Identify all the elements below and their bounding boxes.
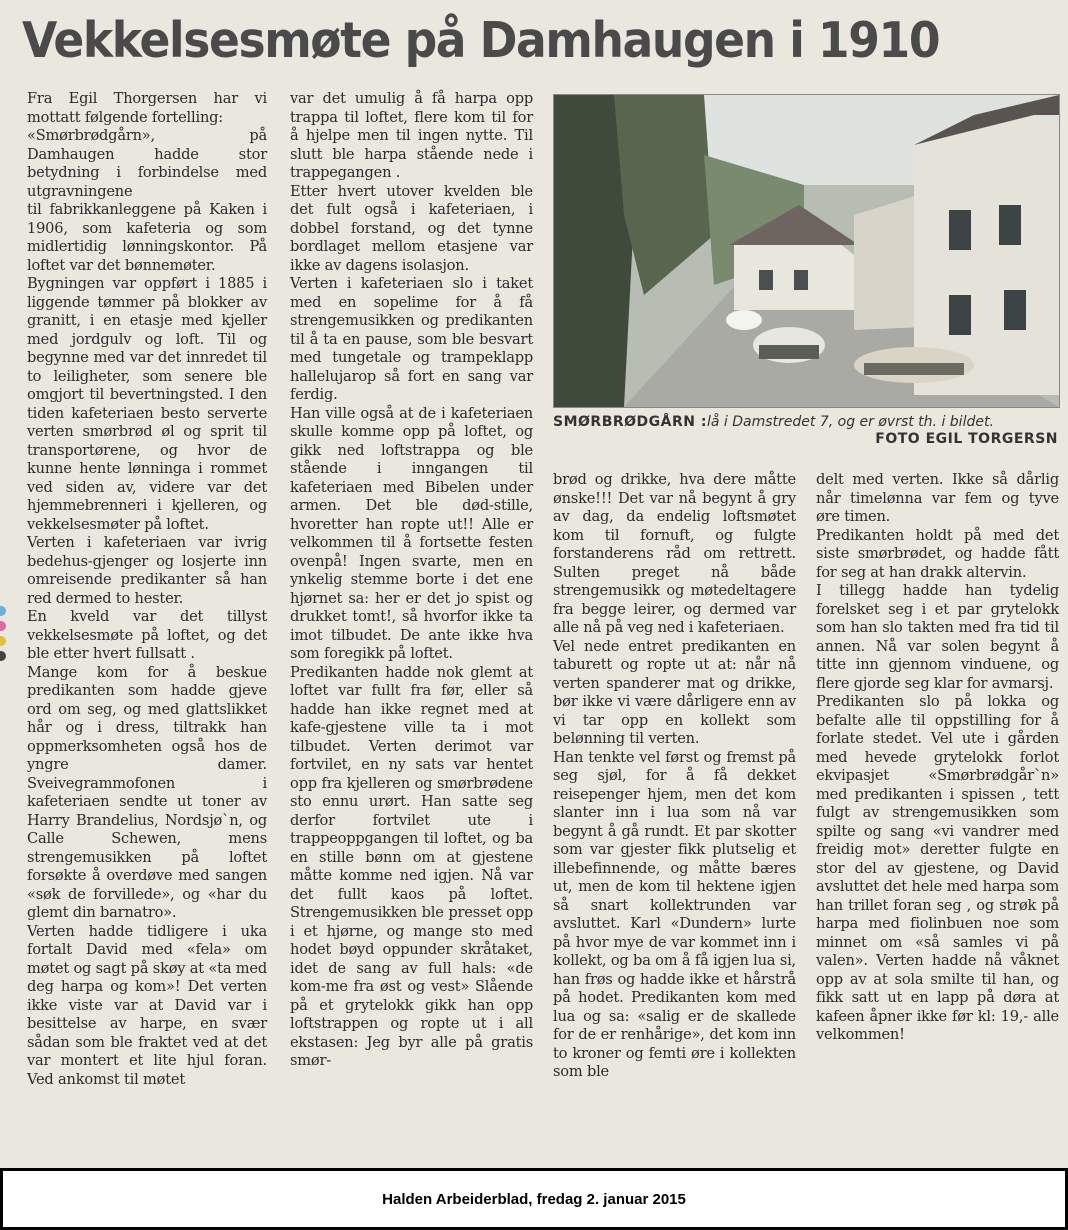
source-footer xyxy=(0,1168,1068,1230)
street-photo xyxy=(553,94,1060,408)
article-column-2: var det umulig å få harpa opp trappa til loftet, flere kom til for å hjelpe men til ingen nytte. Til slutt ble harpa stående nede i trappegangen . Etter hvert utover kvelden ble det fult også i kafeteriaen, i dobbel forstand, og det tynne bordlaget mellom etasjene var ikke av dagens isolasjon. Verten i kafeteriaen slo i taket med en sopelime for å få strengemusikken og predikanten til å ta en pause, som ble besvart med tungetale og trampeklapp hallelujarop så fort en sang var ferdig. Han ville også at de i kafeteriaen skulle komme opp på loftet, og gikk ned loftstrappa og ble stående i inngangen til kafeteriaen med Bibelen under armen. Det ble død-stille, hvoretter han ropte ut!! Alle er velkommen til å fortsette festen ovenpå! Ingen svarte, men en ynkelig stemme borte i det ene hjørnet sa: her er det jo spist og drukket tomt!, så hvorfor ikke ta imot tilbudet. De ante ikke hva som foregikk på loftet. Predikanten hadde nok glemt at loftet var fullt fra før, eller så hadde han ikke regnet med at kafe-gjestene ville ta i mot tilbudet. Verten derimot var fortvilet, en ny sats var hentet opp fra kjelleren og smørbrødene sto ennu urørt. Han satte seg derfor fortvilet ute i trappeoppgangen til loftet, og ba en stille bønn om at gjestene måtte komme ned igjen. Nå var det fullt kaos på loftet. Strengemusikken ble presset opp i et hjørne, og mange sto med hodet bøyd oppunder skråtaket, idet de sang av full hals: «de kom-me fra øst og vest» Slående på et grytelokk gikk han opp loftstrappen og ropte ut i all ekstasen: Jeg byr alle på gratis smør- xyxy=(290,90,533,1069)
caption-label: SMØRBRØDGÅRN : xyxy=(553,414,707,430)
photo-credit: FOTO EGIL TORGERSN xyxy=(875,431,1058,447)
color-dot-black xyxy=(0,651,6,661)
street-photo-illustration xyxy=(554,95,1059,407)
source-text: Halden Arbeiderblad, fredag 2. januar 2015 xyxy=(382,1190,686,1208)
article-column-4: delt med verten. Ikke så dårlig når timelønna var fem og tyve øre timen. Predikanten holdt på med det siste smørbrødet, og hadde fått for seg at han drakk altervin. I tillegg hadde han tydelig forelsket seg i et par grytelokk som han slo takten med fra tid til annen. Nå var solen begynt å titte inn gjennom vinduene, og flere gjorde seg klar for avmarsj. Predikanten slo på lokka og befalte alle til oppstilling for å forlate stedet. Vel ute i gården med hevede grytelokk forlot ekvipasjet «Smørbrødgår`n» med predikanten i spissen , tett fulgt av strengemusikken som spilte og sang «vi vandrer med freidig mot» deretter fulgte en stor del av gjestene, og David avsluttet det hele med harpa som han trillet foran seg , og strøk på harpa med fiolinbuen noe som minnet om «så samles vi på valen». Verten hadde nå våknet opp av at sola smilte til han, og fikk satt ut en lapp på døra at kafeen åpner ikke før kl: 19,- alle velkommen! xyxy=(816,471,1059,1043)
article-column-3: brød og drikke, hva dere måtte ønske!!! Det var nå begynt å gry av dag, da endelig loftsmøtet kom til fornuft, og fulgte forstanderens råd om rettrett. Sulten preget nå både strengemusikk og møtedeltagere fra begge leirer, og dermed var alle nå på veg ned i kafeteriaen. Vel nede entret predikanten en taburett og ropte ut at: når nå verten spanderer mat og drikke, bør ikke vi være dårligere enn av vi tar opp en kollekt som belønning til verten. Han tenkte vel først og fremst på seg sjøl, for å få dekket reisepenger hjem, men det kom slanter inn i lua som nå var begynt å gå rundt. Et par skotter som var gjester fikk plutselig et illebefinnende, og måtte bæres ut, men de kom til hektene igjen så snart kollektrunden var avsluttet. Karl «Dundern» lurte på hvor mye de var kommet inn i kollekt, og ba om å få igjen lua si, han frøs og hadde ikke et hårstrå på hodet. Predikanten kom med lua og sa: «salig er de skallede for de er renhårige», det kom inn to kroner og femti øre i kollekten som ble xyxy=(553,471,796,1080)
article-headline: Vekkelsesmøte på Damhaugen i 1910 xyxy=(22,12,940,69)
color-dot-blue xyxy=(0,606,6,616)
photo-caption xyxy=(553,413,1058,431)
caption-text: lå i Damstredet 7, og er øvrst th. i bildet. xyxy=(706,414,994,430)
article-column-1: Fra Egil Thorgersen har vi mottatt følgende fortelling: «Smørbrødgårn», på Damhaugen hadde stor betydning i forbindelse med utgravningene til fabrikkanleggene på Kaken i 1906, som kafeteria og som midlertidig lønningskontor. På loftet var det bønnemøter. Bygningen var oppført i 1885 i liggende tømmer på blokker av granitt, i en etasje med kjeller med jordgulv og loft. Til og begynne med var det innredet til to leiligheter, som senere ble omgjort til bevertningsted. I den tiden kafeteriaen besto serverte verten smørbrød øl og sprit til transportørene, og hvor de kunne hente lønninga i rommet ved siden av, videre var det hjemmebrenneri i kjelleren, og vekkelsesmøter på loftet. Verten i kafeteriaen var ivrig bedehus-gjenger og losjerte inn omreisende predikanter så han red dermed to hester. En kveld var det tillyst vekkelsesmøte på loftet, og det ble etter hvert fullsatt . Mange kom for å beskue predikanten som hadde gjeve ord om seg, og med glattslikket hår og i dress, tiltrakk han oppmerksomheten også hos de yngre damer. Sveivegrammofonen i kafeteriaen sendte ut toner av Harry Brandelius, Nordsjø`n, og Calle Schewen, mens strengemusikken på loftet forsøkte å overdøve med sangen «søk de forvillede», og «har du glemt din barnatro». Verten hadde tidligere i uka fortalt David med «fela» om møtet og sagt på skøy at «ta med deg harpa og kom»! Det verten ikke viste var at David var i besittelse av harpe, en svær sådan som ble fraktet ved at det var montert et lite hjul foran. Ved ankomst til møtet xyxy=(27,90,267,1088)
color-dot-pink xyxy=(0,621,6,631)
margin-color-dots xyxy=(0,606,6,666)
color-dot-yellow xyxy=(0,636,6,646)
